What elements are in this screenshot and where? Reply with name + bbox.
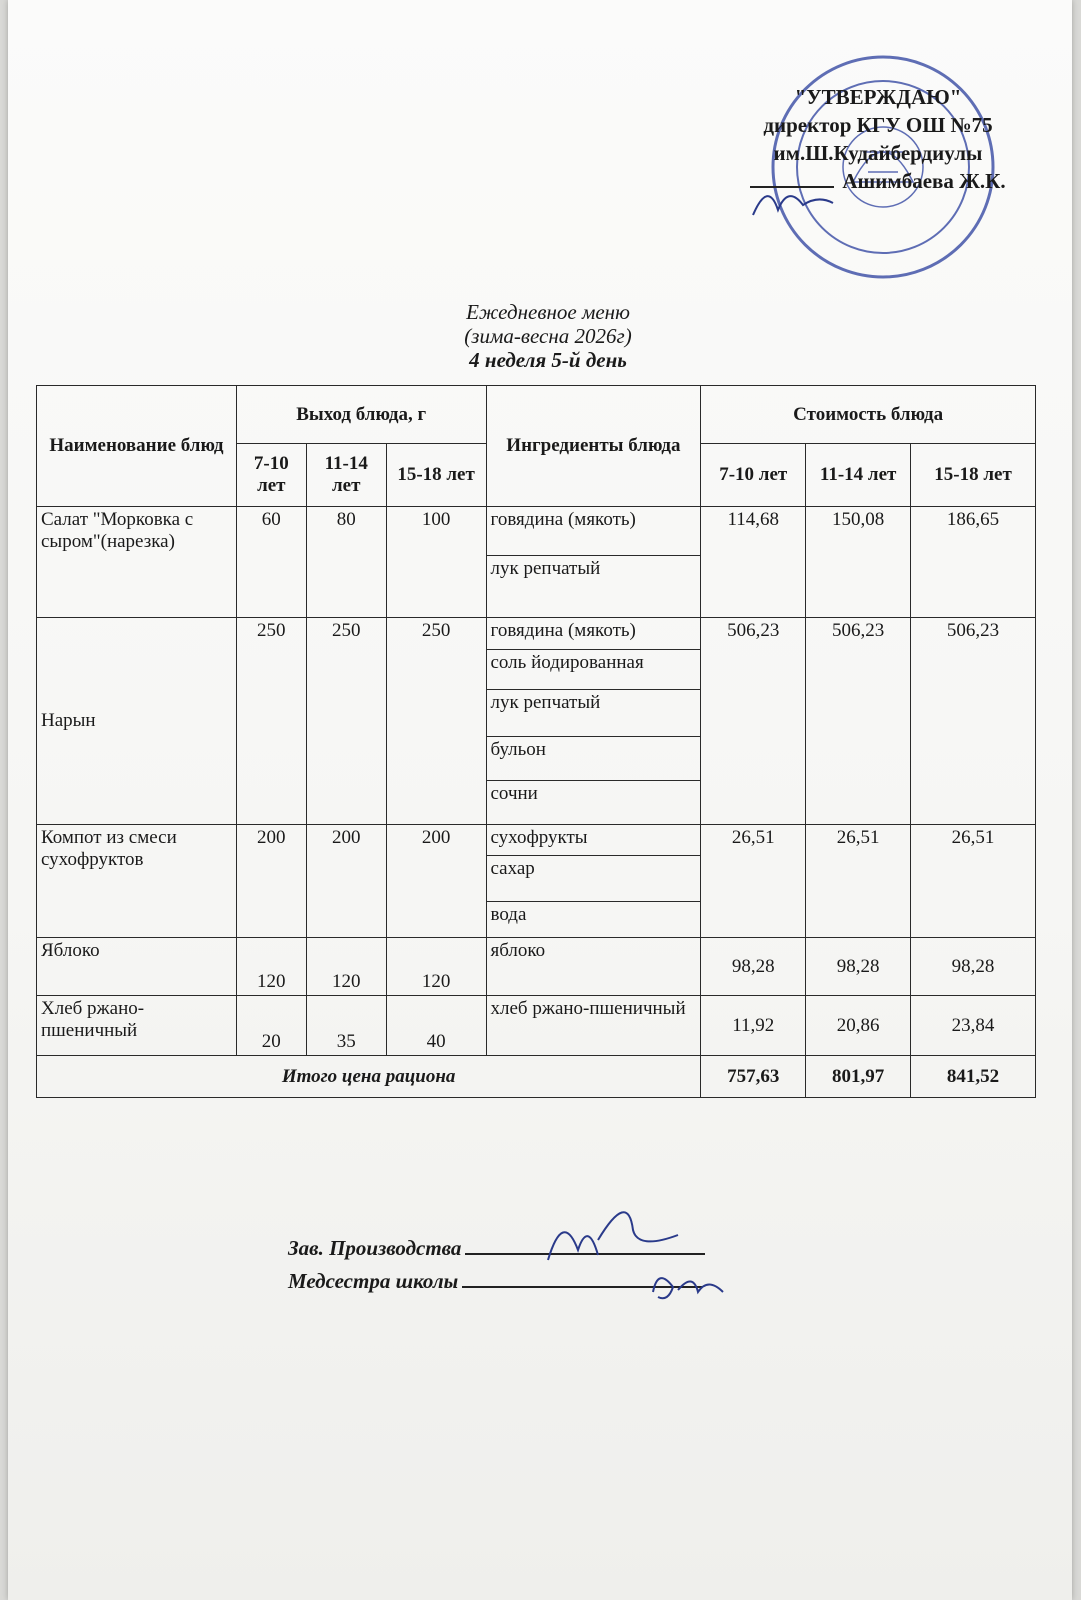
approval-school: им.Ш.Кудайбердиулы — [773, 141, 983, 165]
director-signature — [748, 175, 838, 225]
cost-value: 98,28 — [911, 938, 1036, 996]
output-value: 250 — [236, 618, 306, 825]
header-dish-name: Наименование блюд — [37, 386, 237, 507]
header-cost: Стоимость блюда — [701, 386, 1036, 444]
output-value: 80 — [306, 507, 386, 618]
table-row — [37, 938, 1036, 996]
output-value: 35 — [306, 996, 386, 1056]
nurse-handwritten-signature — [643, 1262, 733, 1307]
cost-value: 186,65 — [911, 507, 1036, 618]
cost-value: 150,08 — [806, 507, 911, 618]
cost-value: 26,51 — [701, 825, 806, 938]
cost-value: 506,23 — [911, 618, 1036, 825]
output-value: 120 — [306, 938, 386, 996]
output-value: 200 — [386, 825, 486, 938]
header-cost-age-11-14: 11-14 лет — [806, 444, 911, 507]
title-line-3: 4 неделя 5-й день — [469, 348, 627, 372]
header-row-1 — [37, 386, 1036, 444]
approval-position: директор КГУ ОШ №75 — [763, 113, 993, 137]
table-row — [37, 825, 1036, 856]
title-line-1: Ежедневное меню — [466, 300, 630, 324]
output-value: 200 — [236, 825, 306, 938]
ingredient: говядина (мякоть) — [486, 507, 701, 556]
output-value: 20 — [236, 996, 306, 1056]
approval-heading: "УТВЕРЖДАЮ" — [794, 85, 962, 109]
dish-name: Яблоко — [37, 938, 237, 996]
ingredient: лук репчатый — [486, 690, 701, 737]
header-ingredients: Ингредиенты блюда — [486, 386, 701, 507]
cost-value: 23,84 — [911, 996, 1036, 1056]
total-label: Итого цена рациона — [37, 1056, 701, 1098]
dish-name: Нарын — [37, 618, 237, 825]
output-value: 200 — [306, 825, 386, 938]
cost-value: 98,28 — [701, 938, 806, 996]
total-value: 801,97 — [806, 1056, 911, 1098]
cost-value: 506,23 — [806, 618, 911, 825]
cost-value: 98,28 — [806, 938, 911, 996]
menu-table — [36, 385, 1036, 1098]
ingredient: сочни — [486, 781, 701, 825]
header-output: Выход блюда, г — [236, 386, 486, 444]
table-row — [37, 507, 1036, 556]
approval-name: Ашимбаева Ж.К. — [842, 169, 1006, 193]
cost-value: 26,51 — [911, 825, 1036, 938]
cost-value: 506,23 — [701, 618, 806, 825]
output-value: 250 — [386, 618, 486, 825]
output-value: 120 — [386, 938, 486, 996]
total-row — [37, 1056, 1036, 1098]
ingredient: говядина (мякоть) — [486, 618, 701, 650]
nurse-label: Медсестра школы — [288, 1269, 459, 1293]
ingredient: вода — [486, 902, 701, 938]
ingredient: сухофрукты — [486, 825, 701, 856]
dish-name: Хлеб ржано-пшеничный — [37, 996, 237, 1056]
total-value: 757,63 — [701, 1056, 806, 1098]
ingredient: соль йодированная — [486, 650, 701, 690]
ingredient: лук репчатый — [486, 556, 701, 618]
table-row — [37, 618, 1036, 650]
output-value: 120 — [236, 938, 306, 996]
header-cost-age-7-10: 7-10 лет — [701, 444, 806, 507]
header-output-age-7-10: 7-10 лет — [236, 444, 306, 507]
ingredient: сахар — [486, 856, 701, 902]
header-output-age-15-18: 15-18 лет — [386, 444, 486, 507]
document-page — [8, 0, 1072, 1600]
dish-name: Салат "Морковка с сыром"(нарезка) — [37, 507, 237, 618]
output-value: 60 — [236, 507, 306, 618]
total-value: 841,52 — [911, 1056, 1036, 1098]
menu-title — [338, 300, 758, 372]
ingredient: бульон — [486, 737, 701, 781]
dish-name: Компот из смеси сухофруктов — [37, 825, 237, 938]
cost-value: 20,86 — [806, 996, 911, 1056]
ingredient: яблоко — [486, 938, 701, 996]
cost-value: 11,92 — [701, 996, 806, 1056]
header-output-age-11-14: 11-14 лет — [306, 444, 386, 507]
header-cost-age-15-18: 15-18 лет — [911, 444, 1036, 507]
table-row — [37, 996, 1036, 1056]
output-value: 40 — [386, 996, 486, 1056]
production-label: Зав. Производства — [288, 1236, 462, 1260]
title-line-2: (зима-весна 2026г) — [464, 324, 632, 348]
cost-value: 26,51 — [806, 825, 911, 938]
cost-value: 114,68 — [701, 507, 806, 618]
ingredient: хлеб ржано-пшеничный — [486, 996, 701, 1056]
output-value: 100 — [386, 507, 486, 618]
output-value: 250 — [306, 618, 386, 825]
